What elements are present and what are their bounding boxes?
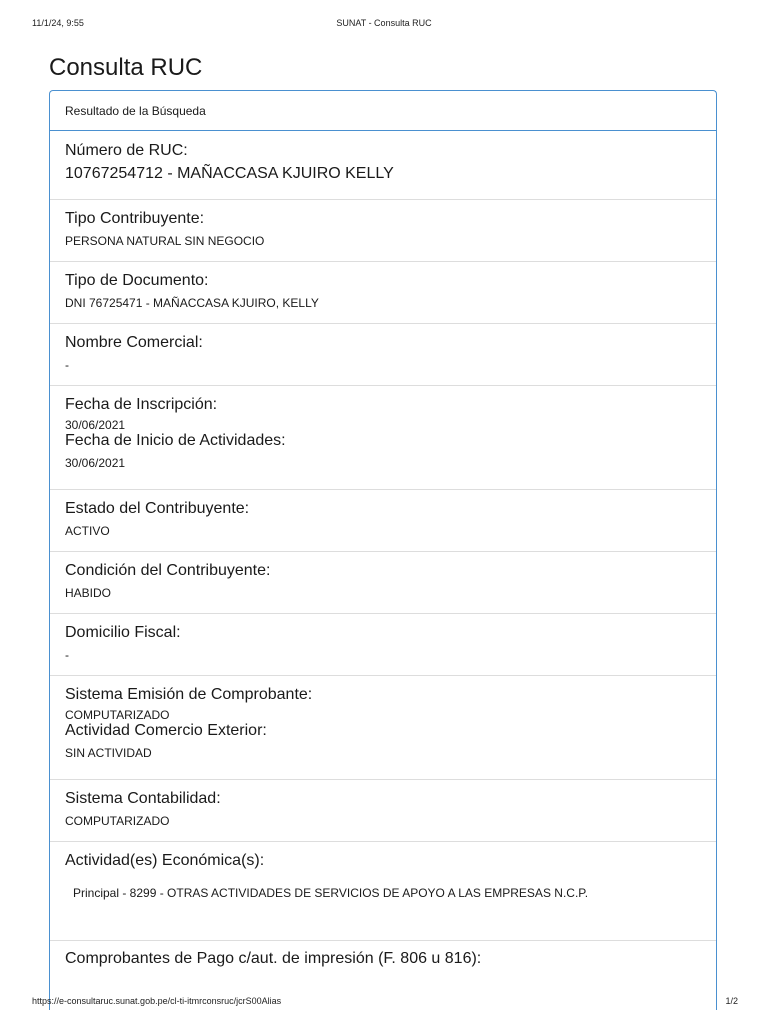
- tipo-contribuyente-label: Tipo Contribuyente:: [65, 210, 205, 227]
- fecha-inscripcion-label: Fecha de Inscripción:: [65, 396, 218, 413]
- fecha-inicio-label: Fecha de Inicio de Actividades:: [65, 432, 286, 449]
- sistema-emision-row: [50, 676, 716, 780]
- nombre-comercial-value: -: [65, 358, 69, 372]
- nombre-comercial-label: Nombre Comercial:: [65, 334, 203, 351]
- fecha-inscripcion-value: 30/06/2021: [65, 418, 126, 432]
- ruc-row: [50, 131, 716, 200]
- tipo-contribuyente-row: [50, 200, 716, 262]
- ruc-value: 10767254712 - MAÑACCASA KJUIRO KELLY: [65, 165, 394, 182]
- print-header: [0, 18, 768, 32]
- condicion-value: HABIDO: [65, 586, 112, 600]
- comercio-exterior-label: Actividad Comercio Exterior:: [65, 722, 267, 739]
- sistema-emision-label: Sistema Emisión de Comprobante:: [65, 686, 313, 703]
- condicion-row: [50, 552, 716, 614]
- sistema-contabilidad-label: Sistema Contabilidad:: [65, 790, 221, 807]
- comercio-exterior-value: SIN ACTIVIDAD: [65, 746, 152, 760]
- results-panel: [49, 90, 717, 1010]
- condicion-label: Condición del Contribuyente:: [65, 562, 271, 579]
- sistema-contabilidad-row: [50, 780, 716, 842]
- tipo-documento-row: [50, 262, 716, 324]
- domicilio-label: Domicilio Fiscal:: [65, 624, 181, 641]
- fecha-inicio-value: 30/06/2021: [65, 456, 126, 470]
- page-title: Consulta RUC: [49, 54, 203, 81]
- estado-value: ACTIVO: [65, 524, 110, 538]
- domicilio-row: [50, 614, 716, 676]
- comprobantes-label: Comprobantes de Pago c/aut. de impresión (F. 806 u 816):: [65, 950, 482, 967]
- fechas-row: [50, 386, 716, 490]
- domicilio-value: -: [65, 648, 69, 662]
- page-number: 1/2: [725, 996, 738, 1006]
- nombre-comercial-row: [50, 324, 716, 386]
- tipo-documento-label: Tipo de Documento:: [65, 272, 209, 289]
- actividades-label: Actividad(es) Económica(s):: [65, 852, 265, 869]
- sistema-contabilidad-value: COMPUTARIZADO: [65, 814, 170, 828]
- tipo-contribuyente-value: PERSONA NATURAL SIN NEGOCIO: [65, 234, 265, 248]
- panel-heading: Resultado de la Búsqueda: [50, 91, 716, 131]
- tipo-documento-value: DNI 76725471 - MAÑACCASA KJUIRO, KELLY: [65, 296, 319, 310]
- page-url: https://e-consultaruc.sunat.gob.pe/cl-ti-itmrconsruc/jcrS00Alias: [32, 996, 282, 1006]
- sistema-emision-value: COMPUTARIZADO: [65, 708, 170, 722]
- estado-label: Estado del Contribuyente:: [65, 500, 250, 517]
- print-page-title: SUNAT - Consulta RUC: [336, 18, 432, 28]
- actividad-principal: Principal - 8299 - OTRAS ACTIVIDADES DE SERVICIOS DE APOYO A LAS EMPRESAS N.C.P.: [73, 886, 589, 900]
- print-footer: [0, 996, 768, 1010]
- ruc-label: Número de RUC:: [65, 142, 188, 159]
- actividades-row: [50, 842, 716, 941]
- estado-row: [50, 490, 716, 552]
- print-datetime: 11/1/24, 9:55: [32, 18, 84, 28]
